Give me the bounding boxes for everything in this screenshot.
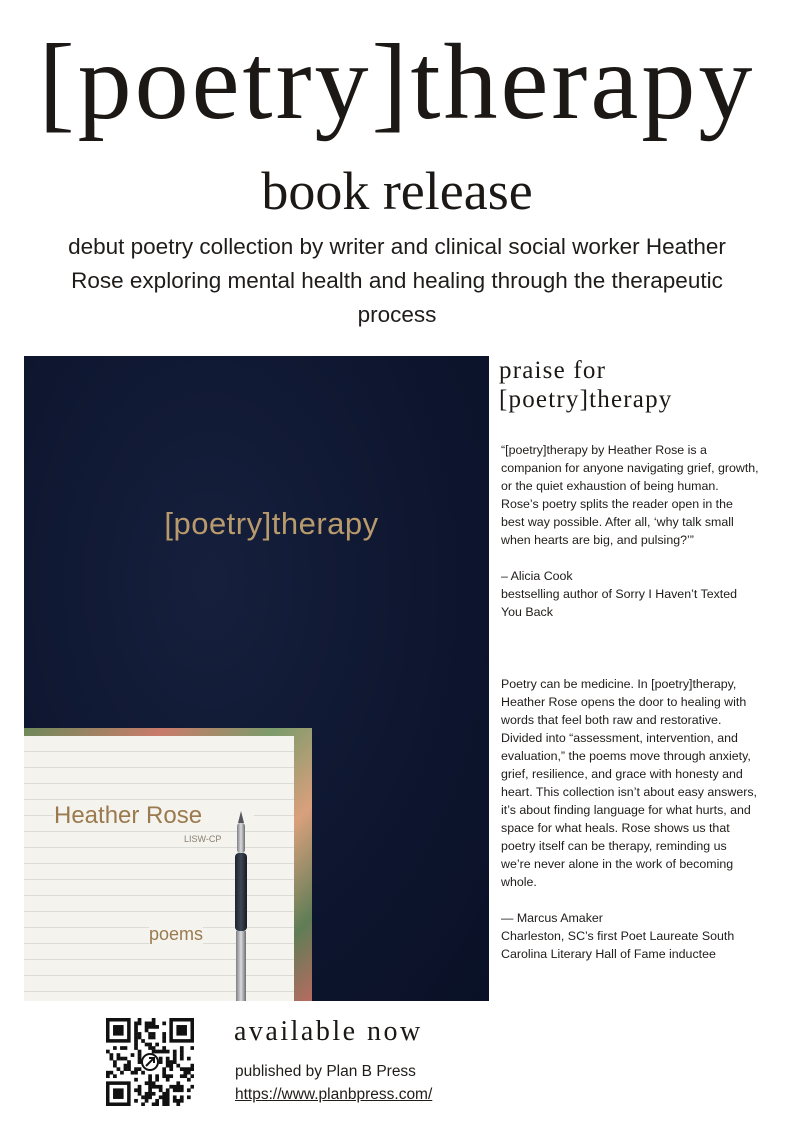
pen-icon <box>230 811 252 1001</box>
page-subtitle: book release <box>261 161 533 221</box>
notebook-author-name: Heather Rose <box>54 802 254 830</box>
praise-quote-2-author: — Marcus Amaker <box>501 911 603 925</box>
available-now-heading: available now <box>234 1016 423 1047</box>
intro-text: debut poetry collection by writer and clinical social worker Heather Rose exploring mental health and healing through the therapeutic process <box>68 234 726 327</box>
publisher-link[interactable]: https://www.planbpress.com/ <box>235 1086 433 1103</box>
praise-heading: praise for [poetry]therapy <box>499 357 673 413</box>
praise-quote-1-credit: bestselling author of Sorry I Haven’t Texted You Back <box>501 587 738 619</box>
praise-quote-1-text: “[poetry]therapy by Heather Rose is a companion for anyone navigating grief, growth, or the quiet exhaustion of being human. Rose’s poetry splits the reader open in the best way possible. After all, ‘why talk small when hearts are big, and pulsing?’” <box>501 443 759 547</box>
page-title: [poetry]therapy <box>38 23 756 142</box>
praise-quote-1-author: – Alicia Cook <box>501 569 573 583</box>
notebook-genre: poems <box>149 924 204 944</box>
publisher-text: published by Plan B Press <box>235 1063 416 1080</box>
praise-quote-2-credit: Charleston, SC’s first Poet Laureate South Carolina Literary Hall of Fame inductee <box>501 929 735 961</box>
praise-quote-1 <box>501 441 759 621</box>
notebook-credential: LISW-CP <box>184 834 244 844</box>
notebook <box>24 736 294 1001</box>
praise-quote-2 <box>501 675 759 963</box>
cover-title: [poetry]therapy <box>164 506 379 541</box>
qr-code-icon[interactable] <box>106 1018 194 1106</box>
book-cover-photo <box>24 356 489 1001</box>
praise-quote-2-text: Poetry can be medicine. In [poetry]therapy, Heather Rose opens the door to healing with words that feel both raw and restorative. Divided into “assessment, intervention, and evaluation,” the poems move through anxiety, grief, resilience, and grace with honesty and heart. This collection isn’t about easy answers, it’s about finding language for what hurts, and space for what heals. Rose shows us that poetry itself can be therapy, reminding us we’re never alone in the work of becoming whole. <box>501 677 757 889</box>
